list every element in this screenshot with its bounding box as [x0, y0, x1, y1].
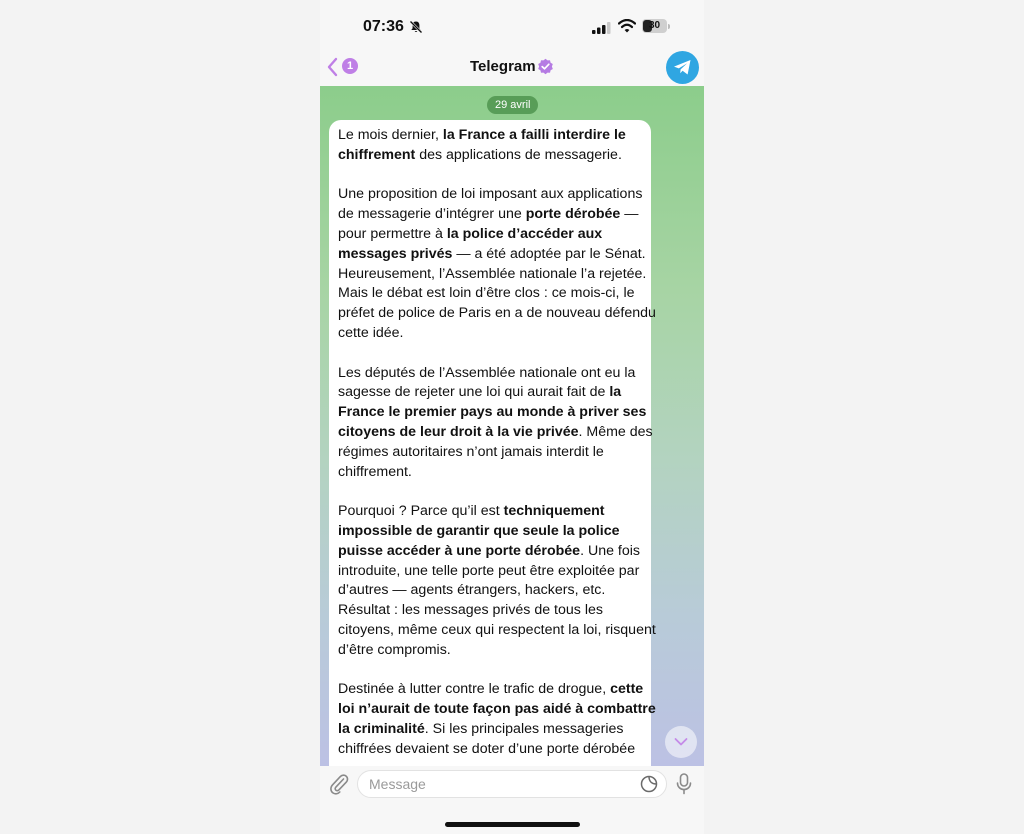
status-bar: [320, 0, 704, 50]
message-composer: [320, 766, 704, 802]
message-text: Les députés de l’Assemblée nationale ont eu la sagesse de rejeter une loi qui aurait fait de: [338, 364, 636, 401]
status-time: 07:36: [363, 18, 404, 35]
message-text: Pourquoi ? Parce qu’il est: [338, 503, 504, 520]
chevron-down-icon: [674, 737, 688, 747]
back-button[interactable]: [326, 56, 362, 78]
message-text: des applications de messagerie.: [415, 146, 622, 163]
date-separator: 29 avril: [487, 96, 538, 114]
message-bold-text: cette loi n’aurait de toute façon pas aidé à combattre la criminalité: [338, 681, 656, 737]
chat-title[interactable]: Telegram: [470, 58, 536, 75]
wifi-icon: [618, 19, 636, 38]
message-text: Destinée à lutter contre le trafic de drogue,: [338, 681, 611, 698]
message-paragraph: [338, 680, 658, 759]
message-bold-text: la police d’accéder aux messages privés: [338, 225, 603, 262]
verified-badge-icon: [537, 58, 554, 80]
battery-level: 30: [648, 20, 661, 31]
unread-count-badge: 1: [342, 58, 358, 74]
message-bubble[interactable]: [329, 120, 656, 766]
message-text: . Même des régimes autoritaires n’ont jamais interdit le chiffrement.: [338, 423, 653, 480]
home-indicator: [445, 822, 580, 827]
message-paragraph: [338, 185, 658, 343]
message-text: Une proposition de loi imposant aux applications de messagerie d’intégrer une: [338, 186, 643, 223]
battery-icon: [642, 19, 667, 33]
message-bold-text: techniquement impossible de garantir que seule la police puisse accéder à une porte dérobée: [338, 503, 620, 559]
message-bold-text: porte dérobée: [525, 206, 621, 223]
message-text: . Une fois introduite, une telle porte peut être exploitée par d’autres — agents étrangers, hackers, etc. Résultat : les messages privés de tous les citoyens, même ceux qui respectent la loi, risquent d’être compromis.: [338, 542, 656, 658]
message-paragraph: [338, 502, 658, 660]
chevron-left-icon: [326, 57, 338, 82]
message-text: — a été adoptée par le Sénat. Heureusement, l’Assemblée nationale l’a rejetée. Mais le débat est loin d’être clos : ce mois-ci, le préfet de police de Paris en a de nouveau défendu cette idée.: [338, 245, 656, 341]
message-text: — pour permettre à: [338, 206, 639, 242]
battery-terminal: [668, 24, 670, 29]
telegram-logo-icon[interactable]: [666, 51, 699, 84]
message-text: . Si les principales messageries chiffrées devaient se doter d’une porte dérobée: [338, 720, 636, 757]
message-input[interactable]: [357, 770, 667, 798]
message-bold-text: la France a failli interdire le chiffrement: [338, 127, 626, 163]
cellular-signal-icon: [592, 21, 612, 39]
paperclip-icon[interactable]: [328, 772, 350, 801]
message-bold-text: la France le premier pays au monde à priver ses citoyens de leur droit à la vie privée: [338, 384, 647, 440]
chat-header: [320, 50, 704, 86]
message-text: Le mois dernier,: [338, 127, 443, 143]
message-paragraph: [338, 364, 658, 483]
sticker-icon[interactable]: [640, 775, 658, 798]
microphone-icon[interactable]: [676, 773, 692, 800]
bell-slash-icon: [409, 20, 423, 39]
message-paragraph: [338, 126, 658, 166]
scroll-down-button[interactable]: [665, 726, 697, 758]
phone-screen: [320, 0, 704, 834]
chat-area[interactable]: [320, 86, 704, 766]
